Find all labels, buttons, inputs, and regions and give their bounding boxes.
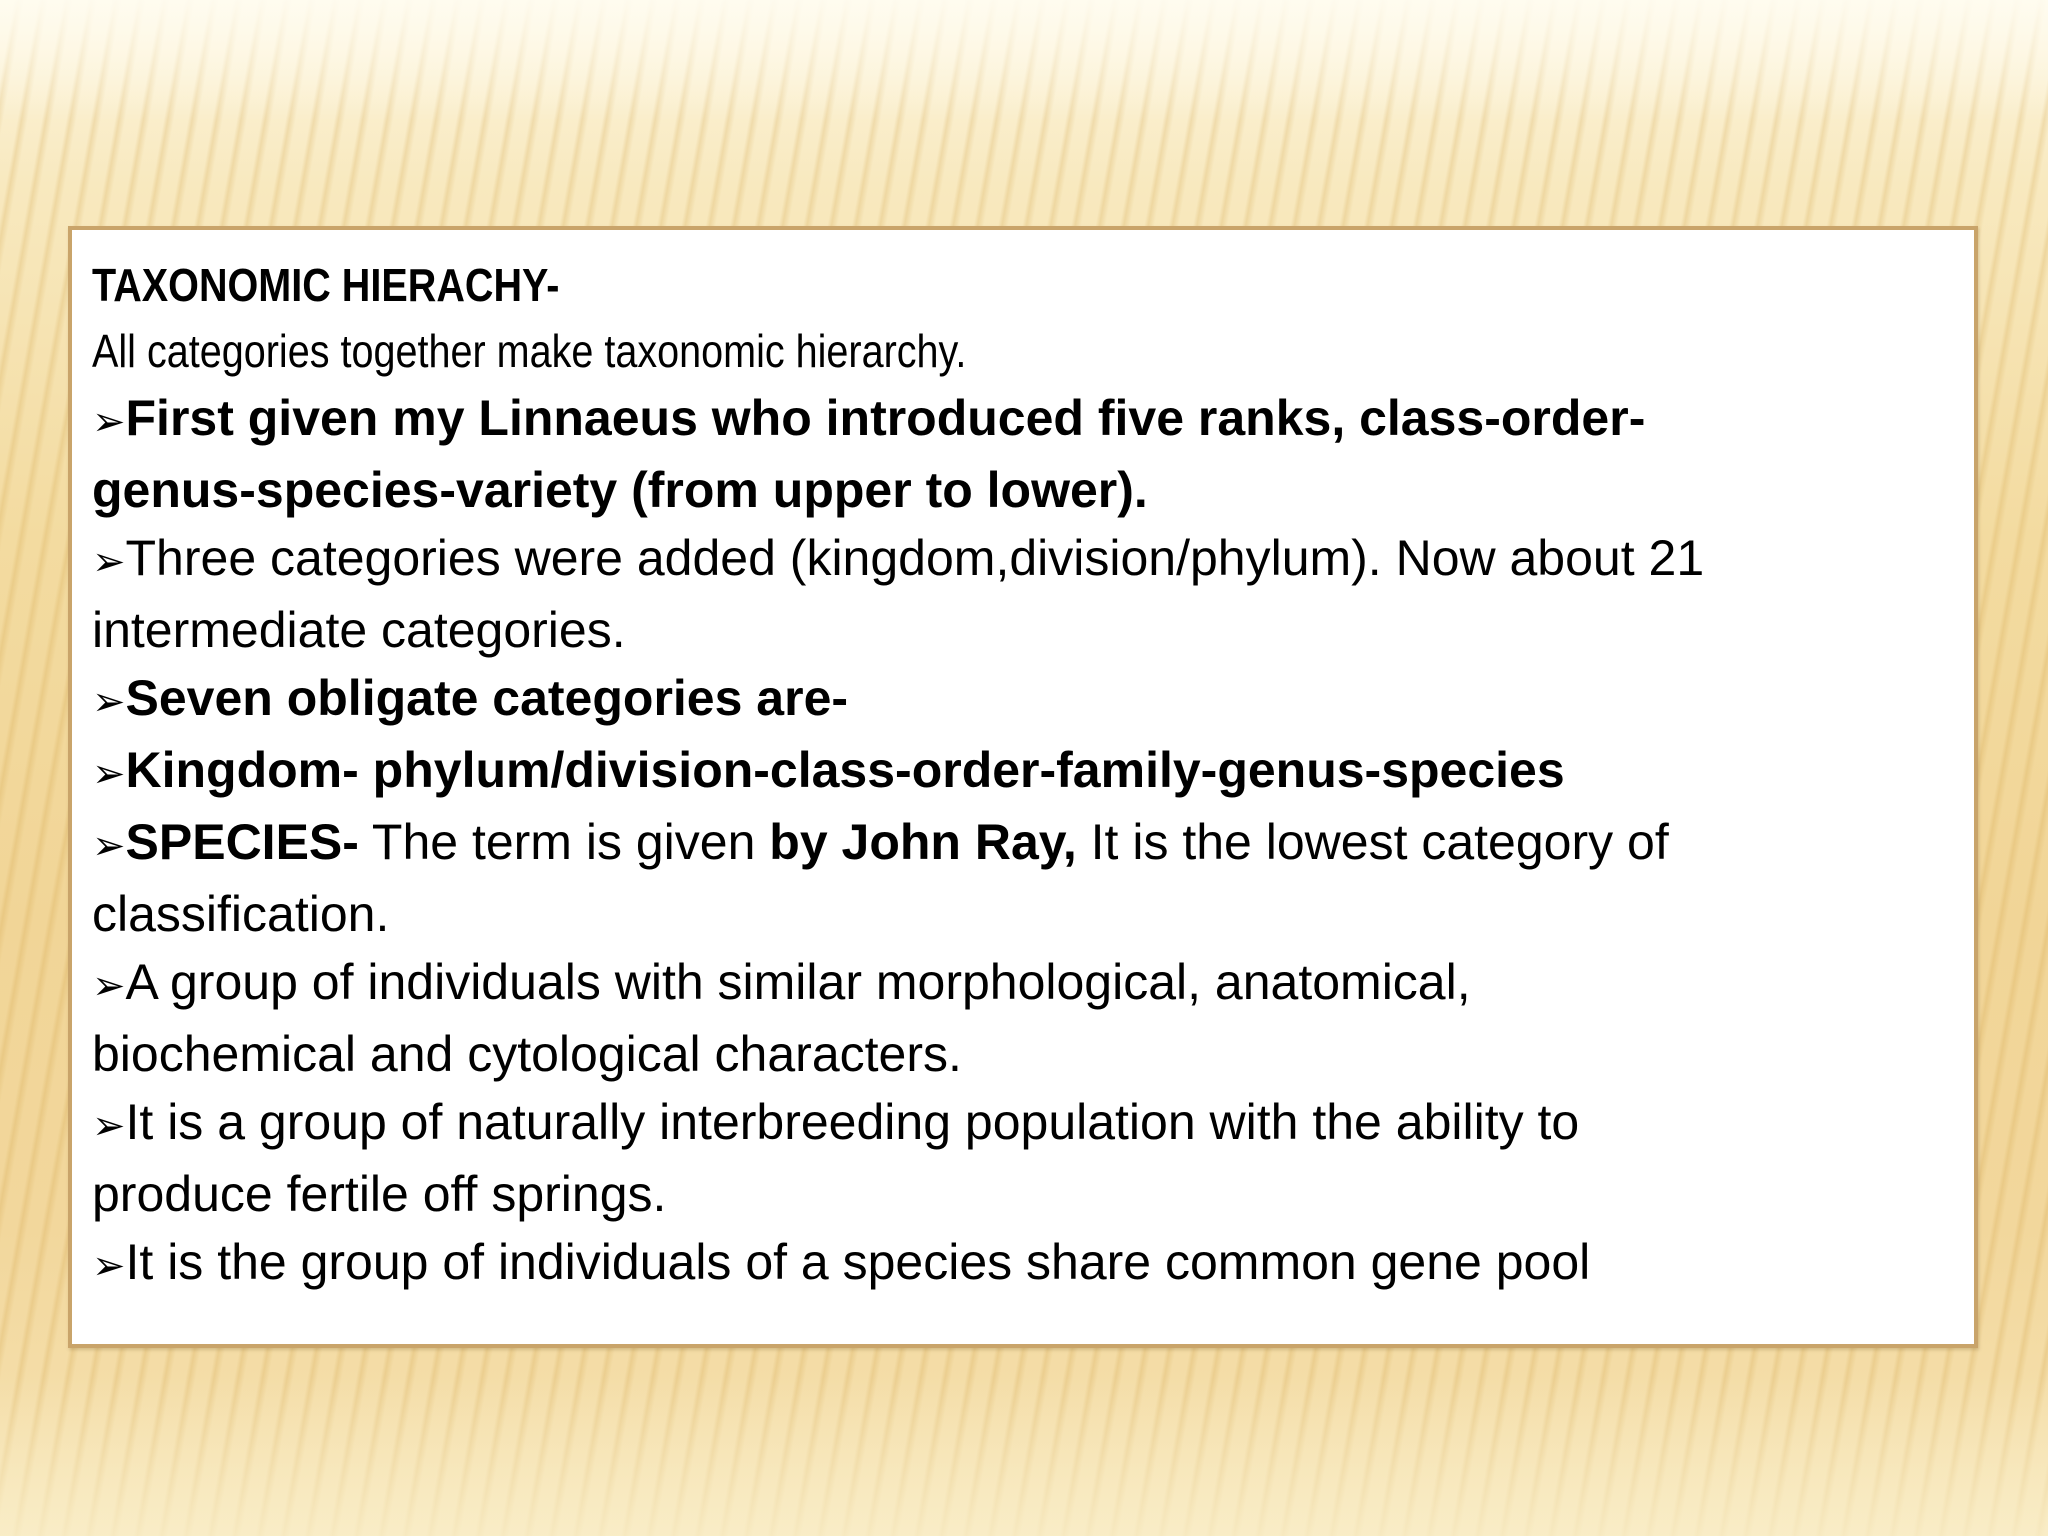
bullet-gene-pool: ➢It is the group of individuals of a species share common gene pool (92, 1234, 1591, 1290)
arrow-bullet-icon: ➢ (92, 751, 126, 797)
arrow-bullet-icon: ➢ (92, 679, 126, 725)
arrow-bullet-icon: ➢ (92, 399, 126, 445)
arrow-bullet-icon: ➢ (92, 1243, 126, 1289)
bullet-linnaeus-line-1: ➢First given my Linnaeus who introduced five ranks, class-order- (92, 390, 1646, 446)
slide-content-box (68, 226, 1978, 1348)
bullet-kingdom-ranks: ➢Kingdom- phylum/division-class-order-family-genus-species (92, 742, 1565, 798)
arrow-bullet-icon: ➢ (92, 1103, 126, 1149)
bullet-categories-added-line-1: ➢Three categories were added (kingdom,division/phylum). Now about 21 (92, 530, 1705, 586)
bullet-linnaeus-line-2: genus-species-variety (from upper to lower). (92, 462, 1148, 518)
background-top-glow (0, 0, 2048, 120)
slide-heading: TAXONOMIC HIERACHY- (92, 259, 560, 311)
species-label: SPECIES- (125, 814, 359, 870)
arrow-bullet-icon: ➢ (92, 539, 126, 585)
john-ray-text: by John Ray, (769, 814, 1077, 870)
bullet-group-individuals-line-2: biochemical and cytological characters. (92, 1026, 962, 1082)
bullet-group-individuals-line-1: ➢A group of individuals with similar morphological, anatomical, (92, 954, 1471, 1010)
bullet-interbreeding-line-1: ➢It is a group of naturally interbreeding population with the ability to (92, 1094, 1580, 1150)
arrow-bullet-icon: ➢ (92, 823, 126, 869)
intro-text: All categories together make taxonomic hierarchy. (92, 325, 967, 377)
bullet-species-line-2: classification. (92, 886, 390, 942)
bullet-species-line-1: ➢SPECIES- The term is given by John Ray, It is the lowest category of (92, 814, 1669, 870)
bullet-seven-obligate: ➢Seven obligate categories are- (92, 670, 849, 726)
background-bottom-glow (0, 1376, 2048, 1536)
bullet-categories-added-line-2: intermediate categories. (92, 602, 626, 658)
bullet-interbreeding-line-2: produce fertile off springs. (92, 1166, 667, 1222)
arrow-bullet-icon: ➢ (92, 963, 126, 1009)
